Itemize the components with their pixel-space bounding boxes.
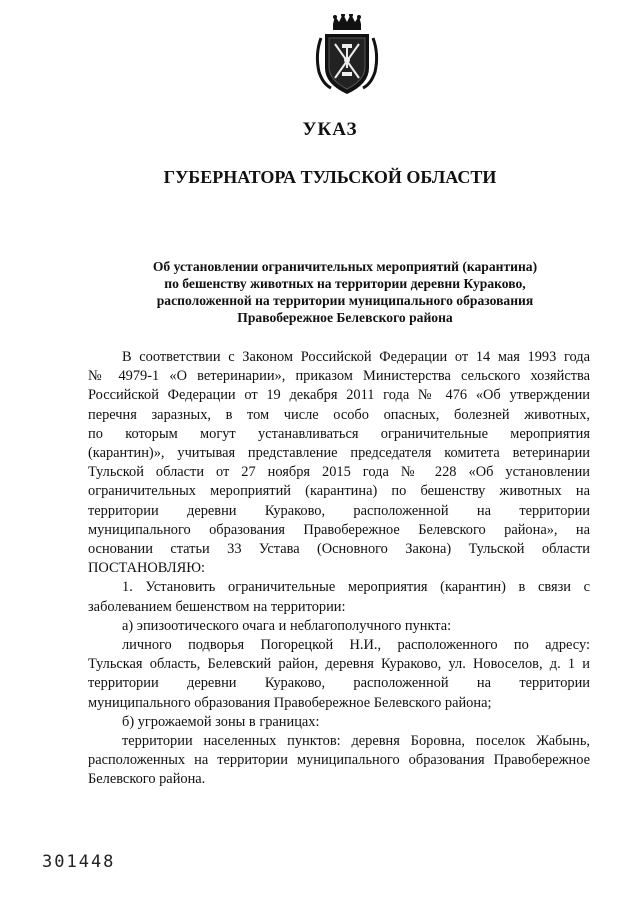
item-1	[88, 578, 590, 616]
preamble-line: территории деревни Кураково, расположенной на территории	[88, 502, 590, 519]
item-line: расположенных на территории муниципального образования Правобережное	[88, 752, 590, 769]
item-heading: а) эпизоотического очага и неблагополучного пункта:	[122, 617, 452, 634]
item-line: заболеванием бешенством на территории:	[88, 598, 346, 615]
preamble-line: В соответствии с Законом Российской Федерации от 14 мая 1993 года	[122, 349, 590, 365]
preamble-line: ограничительных мероприятий (карантина) по бешенству животных на	[88, 483, 590, 500]
preamble-line: Тульской области от 27 ноября 2015 года № 228 «Об установлении	[88, 464, 590, 481]
preamble-line: перечня заразных, в том числе особо опасных, болезней животных,	[88, 406, 590, 423]
item-heading: б) угрожаемой зоны в границах:	[122, 713, 320, 730]
decree-word: ПОСТАНОВЛЯЮ:	[88, 560, 206, 577]
decree-body	[88, 348, 590, 790]
preamble-line: Российской Федерации от 19 декабря 2011 года № 476 «Об утверждении	[88, 387, 590, 404]
item-line: муниципального образования Правобережное Белевского района;	[88, 694, 492, 711]
heading-line: Правобережное Белевского района	[237, 310, 453, 325]
preamble-line: муниципального образования Правобережное Белевского района», на	[88, 521, 590, 538]
item-line: Белевского района.	[88, 771, 206, 788]
item-line: Тульская область, Белевский район, деревня Кураково, ул. Новоселов, д. 1 и	[88, 656, 590, 673]
heading-line: по бешенству животных на территории деревни Кураково,	[164, 276, 526, 291]
decree-heading	[110, 258, 580, 326]
item-1a	[88, 617, 590, 713]
item-line: личного подворья Погорецкой Н.И., расположенного по адресу:	[122, 637, 590, 654]
preamble-line: № 4979-1 «О ветеринарии», приказом Министерства сельского хозяйства	[88, 368, 590, 385]
preamble-line: по которым могут устанавливаться ограничительные мероприятия	[88, 425, 590, 442]
item-1b	[88, 713, 590, 790]
preamble-paragraph	[88, 348, 590, 578]
item-line: территории деревни Кураково, расположенной на территории	[88, 675, 590, 692]
document-title: УКАЗ	[302, 119, 358, 140]
coat-of-arms-icon	[311, 14, 383, 98]
document-subtitle: ГУБЕРНАТОРА ТУЛЬСКОЙ ОБЛАСТИ	[163, 167, 497, 187]
heading-line: расположенной на территории муниципального образования	[156, 293, 534, 308]
preamble-line: (карантин)», учитывая представление председателя комитета ветеринарии	[88, 445, 590, 462]
serial-number: 301448	[42, 852, 116, 872]
preamble-line: основании статьи 33 Устава (Основного Закона) Тульской области	[88, 541, 590, 558]
item-line: 1. Установить ограничительные мероприятия (карантин) в связи с	[122, 579, 590, 596]
heading-line: Об установлении ограничительных мероприятий (карантина)	[152, 259, 538, 274]
item-line: территории населенных пунктов: деревня Боровна, поселок Жабынь,	[122, 733, 590, 750]
